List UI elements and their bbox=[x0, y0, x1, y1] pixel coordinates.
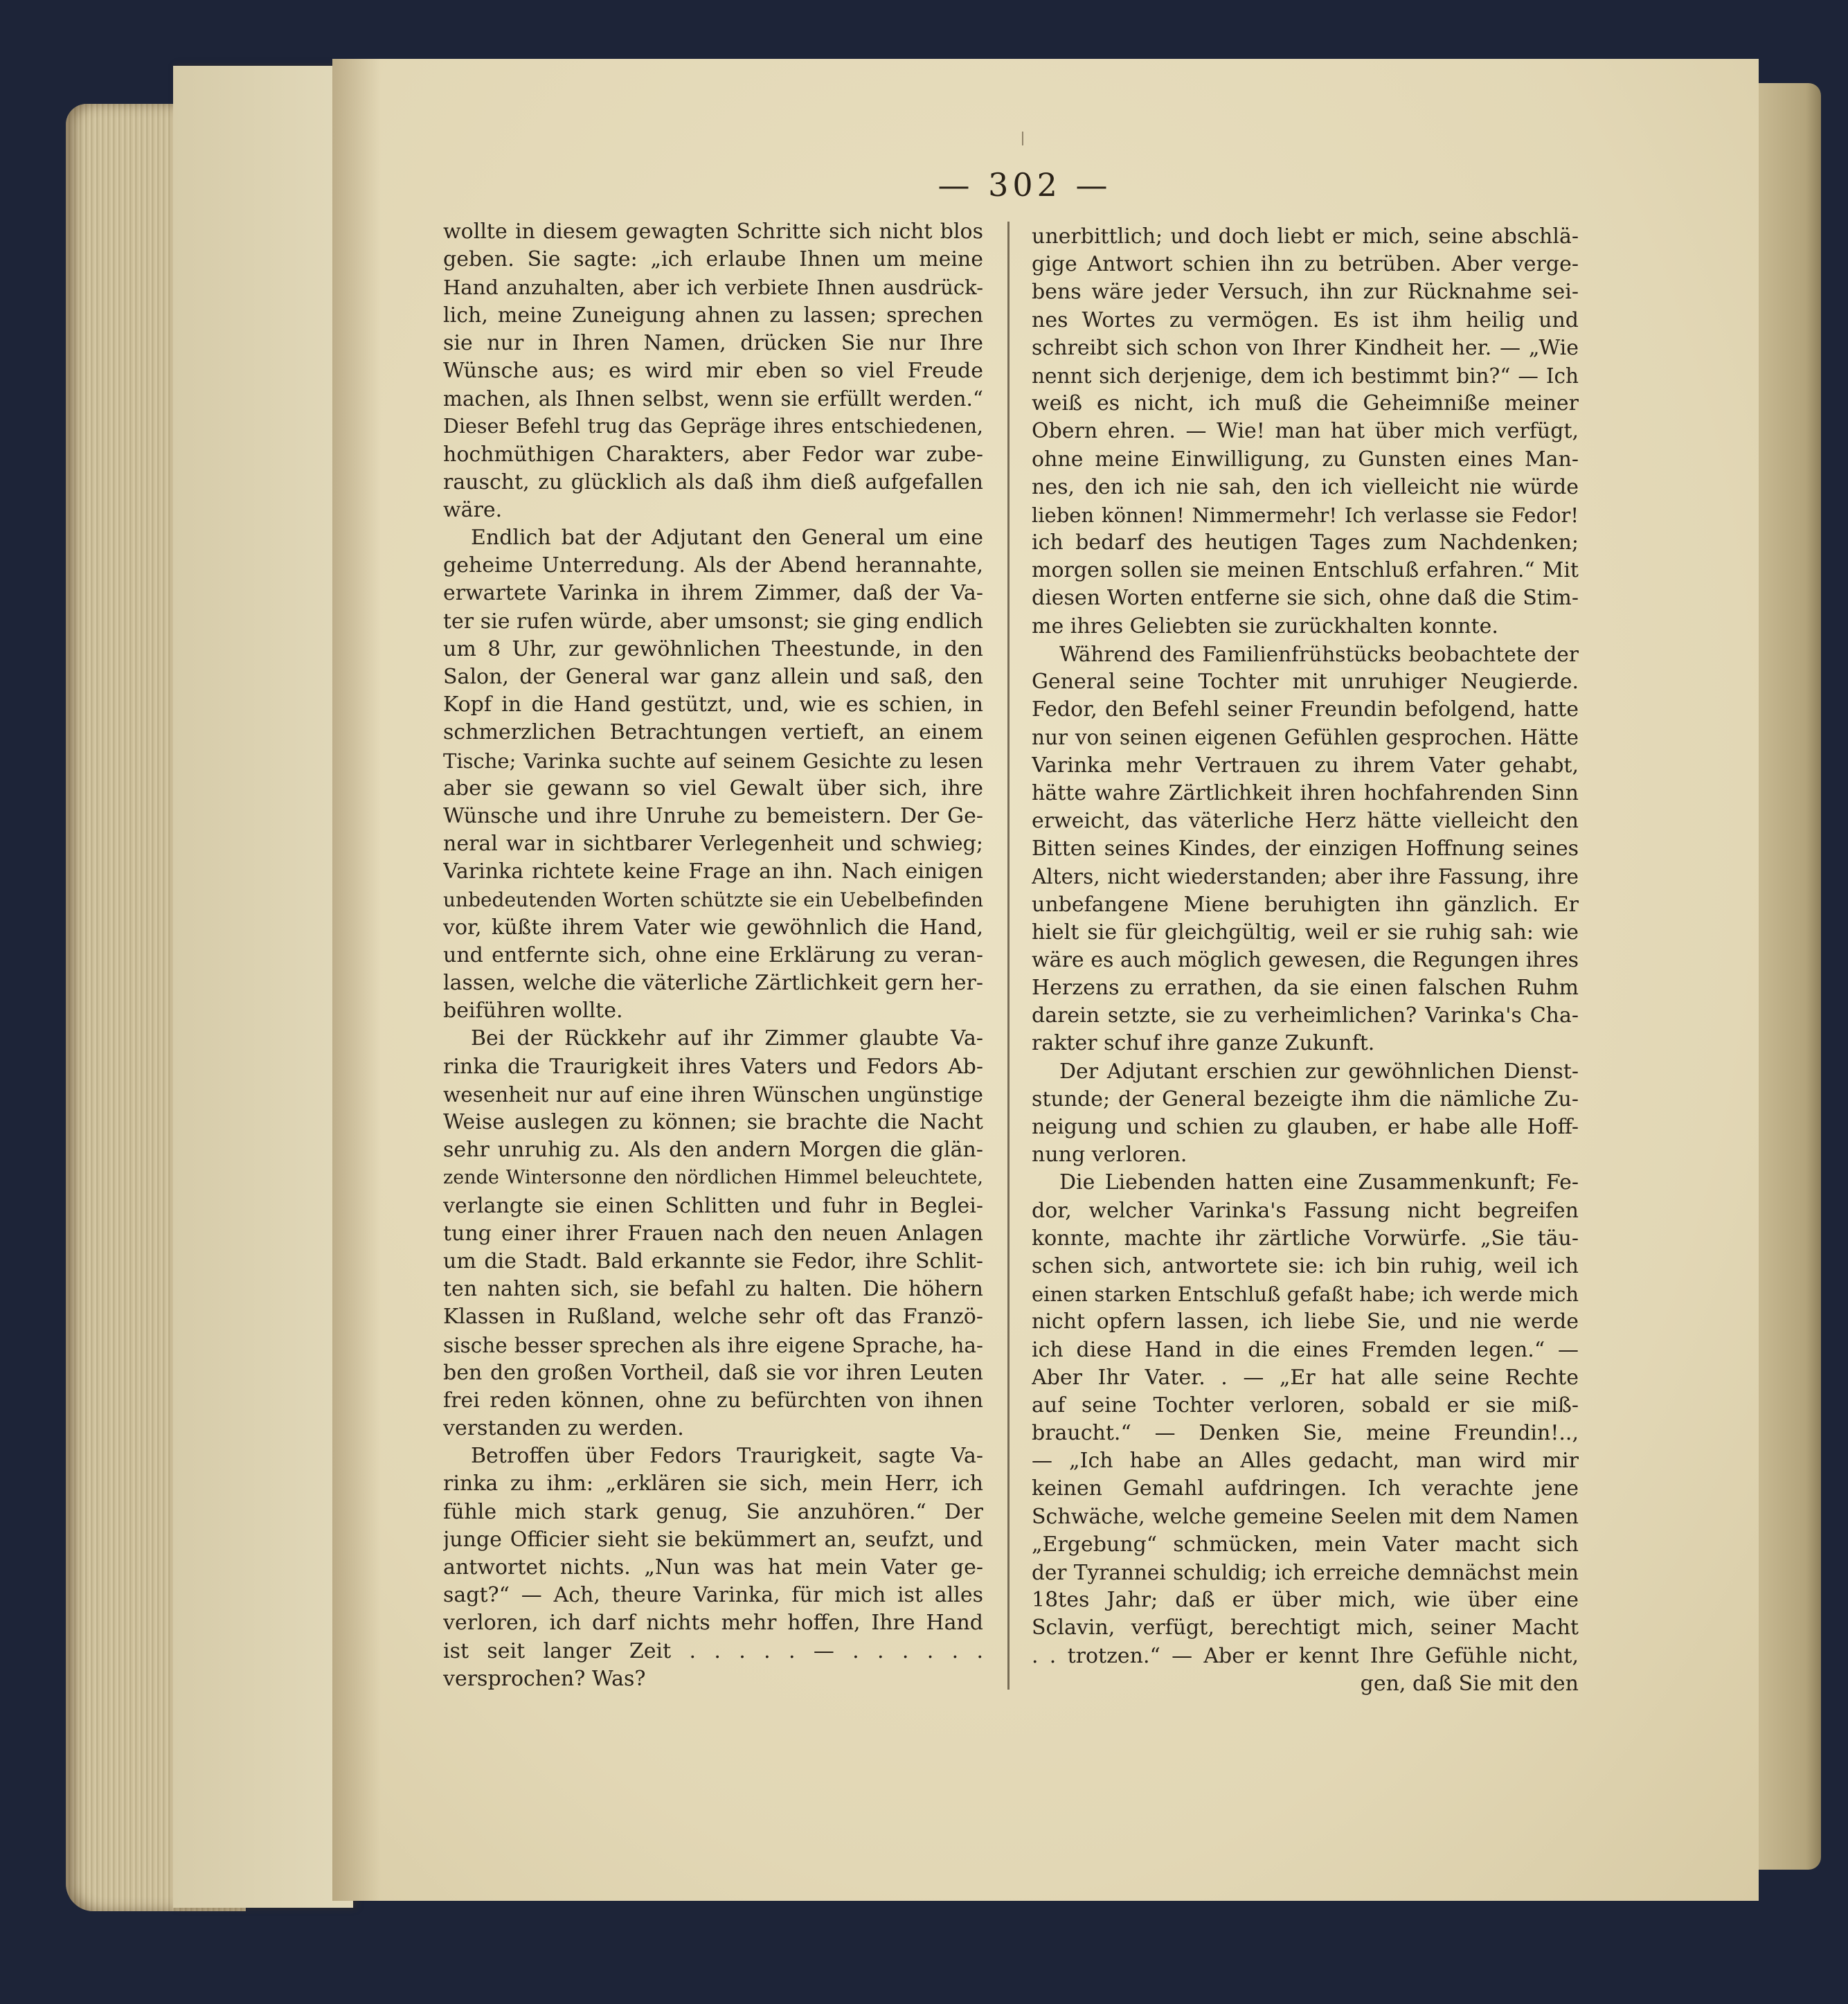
text-line: aber sie gewann so viel Gewalt über sich, ihre bbox=[443, 776, 983, 800]
text-line: nung verloren. bbox=[1032, 1143, 1187, 1167]
left-text-column bbox=[443, 218, 983, 1693]
text-line: stunde; der General bezeigte ihm die nämliche Zu- bbox=[1032, 1086, 1579, 1111]
text-line: vor, küßte ihrem Vater wie gewöhnlich die Hand, bbox=[443, 915, 983, 940]
text-line: Weise auslegen zu können; sie brachte die Nacht bbox=[443, 1110, 983, 1134]
page-mark bbox=[1022, 132, 1023, 145]
text-line: Endlich bat der Adjutant den General um eine bbox=[471, 526, 983, 551]
text-line: hielt sie für gleichgültig, weil er sie ruhig sah: wie bbox=[1032, 920, 1579, 945]
text-line: Bitten seines Kindes, der einzigen Hoffnung seines bbox=[1032, 837, 1579, 861]
text-line: Alters, nicht wiederstanden; aber ihre Fassung, ihre bbox=[1032, 865, 1579, 889]
text-line: sie nur in Ihren Namen, drücken Sie nur Ihre bbox=[443, 330, 983, 355]
text-line: Dieser Befehl trug das Gepräge ihres entschiedenen, bbox=[443, 415, 983, 438]
text-line: fühle mich stark genug, Sie anzuhören.“ Der bbox=[443, 1499, 983, 1524]
text-line: Hand anzuhalten, aber ich verbiete Ihnen ausdrück- bbox=[443, 276, 983, 300]
text-line: nes Wortes zu vermögen. Es ist ihm heilig und bbox=[1032, 307, 1579, 332]
text-line: rinka die Traurigkeit ihres Vaters und Fedors Ab- bbox=[443, 1054, 983, 1079]
text-line: nur von seinen eigenen Gefühlen gesprochen. Hätte bbox=[1032, 726, 1579, 750]
text-line: auf seine Tochter verloren, sobald er sie miß- bbox=[1032, 1393, 1579, 1417]
text-line: — „Ich habe an Alles gedacht, man wird mir bbox=[1032, 1449, 1579, 1474]
text-line: frei reden können, ohne zu befürchten von ihnen bbox=[443, 1388, 983, 1413]
text-line: General seine Tochter mit unruhiger Neugierde. bbox=[1032, 670, 1579, 694]
text-line: versprochen? Was? bbox=[443, 1666, 646, 1691]
text-line: Salon, der General war ganz allein und saß, den bbox=[443, 665, 983, 689]
text-line: . . trotzen.“ — Aber er kennt Ihre Gefühle nicht, bbox=[1032, 1643, 1579, 1668]
text-line: geheime Unterredung. Als der Abend herannahte, bbox=[443, 553, 983, 578]
text-line: Varinka richtete keine Frage an ihn. Nach einigen bbox=[443, 859, 983, 884]
text-line: „Ergebung“ schmücken, mein Vater macht sich bbox=[1032, 1532, 1579, 1557]
text-line: braucht.“ — Denken Sie, meine Freundin!.., bbox=[1032, 1421, 1579, 1446]
text-line: gen, daß Sie mit den bbox=[1360, 1671, 1579, 1696]
text-line: Varinka mehr Vertrauen zu ihrem Vater gehabt, bbox=[1032, 753, 1579, 778]
text-line: diesen Worten entferne sie sich, ohne daß die Stim- bbox=[1032, 586, 1579, 611]
text-line: Wünsche aus; es wird mir eben so viel Freude bbox=[443, 358, 983, 383]
text-line: geben. Sie sagte: „ich erlaube Ihnen um meine bbox=[443, 247, 983, 272]
text-line: lich, meine Zuneigung ahnen zu lassen; sprechen bbox=[443, 303, 983, 328]
text-line: unbefangene Miene beruhigten ihn gänzlich. Er bbox=[1032, 892, 1579, 917]
text-line: um die Stadt. Bald erkannte sie Fedor, ihre Schlit- bbox=[443, 1249, 983, 1273]
text-line: ohne meine Einwilligung, zu Gunsten eines Man- bbox=[1032, 447, 1579, 472]
text-line: schmerzlichen Betrachtungen vertieft, an einem bbox=[443, 720, 983, 745]
text-line: verstanden zu werden. bbox=[443, 1416, 684, 1441]
text-line: ich bedarf des heutigen Tages zum Nachdenken; bbox=[1032, 530, 1579, 555]
text-line: hätte wahre Zärtlichkeit ihren hochfahrenden Sinn bbox=[1032, 780, 1579, 805]
text-line: neral war in sichtbarer Verlegenheit und schwieg; bbox=[443, 832, 983, 857]
text-line: junge Officier sieht sie bekümmert an, seufzt, und bbox=[443, 1527, 983, 1552]
text-line: weiß es nicht, ich muß die Geheimniße meiner bbox=[1032, 391, 1579, 416]
text-line: Bei der Rückkehr auf ihr Zimmer glaubte Va- bbox=[471, 1026, 983, 1051]
text-line: ich diese Hand in die eines Fremden legen.“ — bbox=[1032, 1337, 1579, 1362]
text-line: beiführen wollte. bbox=[443, 999, 623, 1023]
text-line: konnte, machte ihr zärtliche Vorwürfe. „Sie täu- bbox=[1032, 1226, 1579, 1251]
text-line: Tische; Varinka suchte auf seinem Gesichte zu lesen bbox=[443, 749, 983, 773]
text-line: Herzens zu errathen, da sie einen falschen Ruhm bbox=[1032, 976, 1579, 1001]
text-line: tung einer ihrer Frauen nach den neuen Anlagen bbox=[443, 1221, 983, 1246]
text-line: sehr unruhig zu. Als den andern Morgen die glän- bbox=[443, 1138, 983, 1163]
text-line: lieben können! Nimmermehr! Ich verlasse sie Fedor! bbox=[1032, 503, 1579, 527]
text-line: zende Wintersonne den nördlichen Himmel beleuchtete, bbox=[443, 1167, 983, 1189]
text-line: 18tes Jahr; daß er über mich, wie über eine bbox=[1032, 1588, 1579, 1613]
text-line: verloren, ich darf nichts mehr hoffen, Ihre Hand bbox=[443, 1611, 983, 1636]
gutter-shadow bbox=[332, 59, 381, 1901]
text-line: hochmüthigen Charakters, aber Fedor war zube- bbox=[443, 442, 983, 467]
text-line: antwortet nichts. „Nun was hat mein Vater ge- bbox=[443, 1555, 983, 1580]
text-line: schreibt sich schon von Ihrer Kindheit her. — „Wie bbox=[1032, 335, 1579, 360]
text-line: wesenheit nur auf eine ihren Wünschen ungünstige bbox=[443, 1082, 983, 1107]
right-text-column bbox=[1032, 223, 1579, 1698]
text-line: ben den großen Vortheil, daß sie vor ihren Leuten bbox=[443, 1360, 983, 1385]
text-line: neigung und schien zu glauben, er habe alle Hoff- bbox=[1032, 1115, 1579, 1139]
text-line: gige Antwort schien ihn zu betrüben. Aber verge- bbox=[1032, 252, 1579, 277]
text-line: Sclavin, verfügt, berechtigt mich, seiner Macht bbox=[1032, 1616, 1579, 1640]
text-line: schen sich, antwortete sie: ich bin ruhig, weil ich bbox=[1032, 1253, 1579, 1278]
text-line: Kopf in die Hand gestützt, und, wie es schien, in bbox=[443, 692, 983, 717]
text-line: Fedor, den Befehl seiner Freundin befolgend, hatte bbox=[1032, 697, 1579, 722]
previous-page-edge bbox=[173, 66, 353, 1908]
text-line: nicht opfern lassen, ich liebe Sie, und nie werde bbox=[1032, 1309, 1579, 1334]
text-line: me ihres Geliebten sie zurückhalten konnte. bbox=[1032, 614, 1498, 638]
text-line: sagt?“ — Ach, theure Varinka, für mich ist alles bbox=[443, 1583, 983, 1608]
column-divider bbox=[1007, 222, 1010, 1690]
page-number: — 302 — bbox=[938, 166, 1112, 204]
text-line: erwartete Varinka in ihrem Zimmer, daß der Va- bbox=[443, 581, 983, 606]
text-line: dor, welcher Varinka's Fassung nicht begreifen bbox=[1032, 1198, 1579, 1223]
text-line: wäre. bbox=[443, 497, 503, 522]
text-line: Die Liebenden hatten eine Zusammenkunft; Fe- bbox=[1059, 1170, 1579, 1195]
text-line: Obern ehren. — Wie! man hat über mich verfügt, bbox=[1032, 419, 1579, 444]
text-line: und entfernte sich, ohne eine Erklärung zu veran- bbox=[443, 942, 983, 967]
text-line: wollte in diesem gewagten Schritte sich nicht blos bbox=[443, 220, 983, 244]
text-line: machen, als Ihnen selbst, wenn sie erfüllt werden.“ bbox=[443, 387, 983, 411]
text-line: Betroffen über Fedors Traurigkeit, sagte Va- bbox=[471, 1444, 983, 1469]
text-line: keinen Gemahl aufdringen. Ich verachte jene bbox=[1032, 1476, 1579, 1501]
text-line: ist seit langer Zeit . . . . . — . . . . . . bbox=[443, 1638, 983, 1663]
text-line: rakter schuf ihre ganze Zukunft. bbox=[1032, 1031, 1375, 1056]
text-line: darein setzte, sie zu verheimlichen? Varinka's Cha- bbox=[1032, 1003, 1579, 1028]
text-line: ter sie rufen würde, aber umsonst; sie ging endlich bbox=[443, 609, 983, 634]
text-line: ten nahten sich, sie befahl zu halten. Die höhern bbox=[443, 1277, 983, 1302]
text-line: sische besser sprechen als ihre eigene Sprache, ha- bbox=[443, 1333, 983, 1357]
text-line: Während des Familienfrühstücks beobachtete der bbox=[1059, 642, 1579, 666]
text-line: einen starken Entschluß gefaßt habe; ich werde mich bbox=[1032, 1282, 1579, 1307]
text-line: Wünsche und ihre Unruhe zu bemeistern. Der Ge- bbox=[443, 803, 983, 828]
text-line: unbedeutenden Worten schützte sie ein Uebelbefinden bbox=[443, 888, 983, 911]
text-line: lassen, welche die väterliche Zärtlichkeit gern her- bbox=[443, 971, 983, 996]
text-line: wäre es auch möglich gewesen, die Regungen ihres bbox=[1032, 947, 1579, 972]
text-line: verlangte sie einen Schlitten und fuhr in Beglei- bbox=[443, 1193, 983, 1218]
text-line: unerbittlich; und doch liebt er mich, seine abschlä- bbox=[1032, 224, 1579, 249]
text-line: rinka zu ihm: „erklären sie sich, mein Herr, ich bbox=[443, 1471, 983, 1496]
text-line: morgen sollen sie meinen Entschluß erfahren.“ Mit bbox=[1032, 558, 1579, 583]
text-line: Der Adjutant erschien zur gewöhnlichen Dienst- bbox=[1059, 1059, 1579, 1084]
text-line: der Tyrannei schuldig; ich erreiche demnächst mein bbox=[1032, 1561, 1579, 1584]
text-line: rauscht, zu glücklich als daß ihm dieß aufgefallen bbox=[443, 469, 983, 494]
text-line: nes, den ich nie sah, den ich vielleicht nie würde bbox=[1032, 474, 1579, 499]
text-line: um 8 Uhr, zur gewöhnlichen Theestunde, in den bbox=[443, 636, 983, 661]
text-line: Aber Ihr Vater. . — „Er hat alle seine Rechte bbox=[1032, 1365, 1579, 1390]
text-line: Schwäche, welche gemeine Seelen mit dem Namen bbox=[1032, 1504, 1579, 1529]
text-line: bens wäre jeder Versuch, ihn zur Rücknahme sei- bbox=[1032, 280, 1579, 305]
text-line: erweicht, das väterliche Herz hätte vielleicht den bbox=[1032, 808, 1579, 833]
text-line: Klassen in Rußland, welche sehr oft das Franzö- bbox=[443, 1305, 983, 1330]
text-line: nennt sich derjenige, dem ich bestimmt bin?“ — Ich bbox=[1032, 364, 1579, 388]
